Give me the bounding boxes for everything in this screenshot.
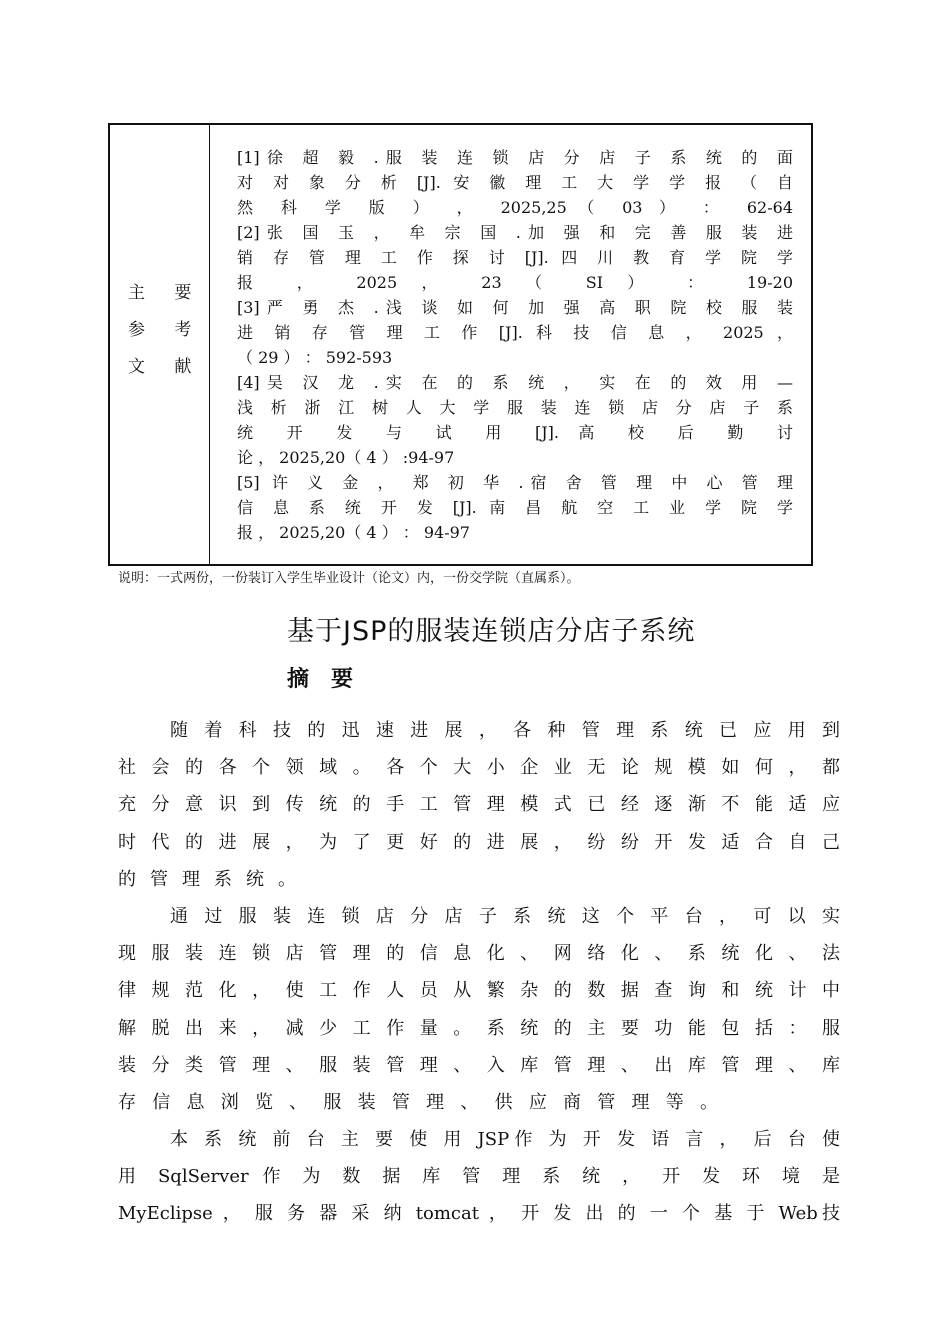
reference-line: [1]徐 超 毅 .服 装 连 锁 店 分 店 子 系 统 的 面 bbox=[237, 148, 793, 167]
paragraph-line: 现 服 装 连 锁 店 管 理 的 信 息 化 、 网 络 化 、 系 统 化 、 法 bbox=[118, 943, 840, 965]
paragraph-line: 的管理系统。 bbox=[118, 868, 310, 890]
reference-line: [2]张 国 玉 ， 牟 宗 国 .加 强 和 完 善 服 装 进 bbox=[237, 223, 793, 242]
reference-line: 信 息 系 统 开 发 [J]. 南 昌 航 空 工 业 学 院 学 bbox=[237, 498, 793, 517]
reference-line: 浅 析 浙 江 树 人 大 学 服 装 连 锁 店 分 店 子 系 bbox=[237, 398, 793, 417]
abstract-body bbox=[118, 712, 840, 1233]
table-note: 说明：一式两份，一份装订入学生毕业设计（论文）内，一份交学院（直属系）。 bbox=[118, 571, 580, 586]
label-line: 文 献 bbox=[128, 357, 204, 377]
page-title: 基于JSP的服装连锁店分店子系统 bbox=[287, 616, 696, 647]
paragraph-line: 装 分 类 管 理 、 服 装 管 理 、 入 库 管 理 、 出 库 管 理 、 库 bbox=[118, 1054, 840, 1076]
paragraph-line: 充 分 意 识 到 传 统 的 手 工 管 理 模 式 已 经 逐 渐 不 能 适 应 bbox=[118, 794, 840, 816]
paragraph-line: 存 信 息 浏 览 、 服 装 管 理 、 供 应 商 管 理 等 。 bbox=[118, 1091, 718, 1113]
reference-line: 对 对 象 分 析 [J]. 安 徽 理 工 大 学 学 报 （ 自 bbox=[237, 173, 793, 192]
references-label bbox=[128, 275, 203, 386]
paragraph-line: 用 SqlServer 作 为 数 据 库 管 理 系 统 ， 开 发 环 境 是 bbox=[118, 1166, 840, 1188]
reference-line: 报 ， 2025 ， 23 （ SI ） ： 19-20 bbox=[237, 273, 793, 292]
reference-line: [4]吴 汉 龙 .实 在 的 系 统 ， 实 在 的 效 用 — bbox=[237, 373, 793, 392]
references-table bbox=[108, 123, 813, 566]
reference-line: [3]严 勇 杰 .浅 谈 如 何 加 强 高 职 院 校 服 装 bbox=[237, 298, 793, 317]
paragraph-line: 本 系 统 前 台 主 要 使 用 JSP作 为 开 发 语 言 ， 后 台 使 bbox=[170, 1129, 840, 1151]
reference-line: 报 ， 2025,20（ 4 ） ： 94-97 bbox=[237, 523, 470, 542]
references-label-cell bbox=[110, 125, 210, 564]
paragraph-line: 时 代 的 进 展 ， 为 了 更 好 的 进 展 ， 纷 纷 开 发 适 合 自 己 bbox=[118, 831, 840, 853]
paragraph-line: 通 过 服 装 连 锁 店 分 店 子 系 统 这 个 平 台 ， 可 以 实 bbox=[170, 905, 840, 927]
reference-line: 论 ， 2025,20（ 4 ） :94-97 bbox=[237, 448, 455, 467]
reference-line: 进 销 存 管 理 工 作 [J]. 科 技 信 息 ， 2025 ， bbox=[237, 323, 793, 342]
reference-line: 统 开 发 与 试 用 [J]. 高 校 后 勤 讨 bbox=[237, 423, 793, 442]
reference-line: （ 29 ） ： 592-593 bbox=[237, 348, 393, 367]
paragraph-line: 随 着 科 技 的 迅 速 进 展 ， 各 种 管 理 系 统 已 应 用 到 bbox=[170, 720, 840, 741]
label-line: 主 要 bbox=[128, 283, 204, 303]
paragraph-line: MyEclipse ， 服 务 器 采 纳 tomcat ， 开 发 出 的 一 个 基 于 Web技 bbox=[118, 1203, 840, 1225]
reference-line: [5] 许 义 金 ， 郑 初 华 .宿 舍 管 理 中 心 管 理 bbox=[237, 473, 793, 492]
label-line: 参 考 bbox=[128, 320, 204, 340]
paragraph-line: 社 会 的 各 个 领 域 。 各 个 大 小 企 业 无 论 规 模 如 何 ， 都 bbox=[118, 757, 840, 779]
abstract-heading: 摘要 bbox=[287, 667, 376, 692]
reference-line: 然 科 学 版 ） ， 2025,25（ 03 ） ： 62-64 bbox=[237, 198, 793, 217]
reference-line: 销 存 管 理 工 作 探 讨 [J]. 四 川 教 育 学 院 学 bbox=[237, 248, 793, 267]
references-list bbox=[237, 145, 793, 545]
paragraph-line: 律 规 范 化 ， 使 工 作 人 员 从 繁 杂 的 数 据 查 询 和 统 计 中 bbox=[118, 980, 840, 1002]
paragraph-line: 解 脱 出 来 ， 减 少 工 作 量 。 系 统 的 主 要 功 能 包 括 ： 服 bbox=[118, 1017, 840, 1039]
